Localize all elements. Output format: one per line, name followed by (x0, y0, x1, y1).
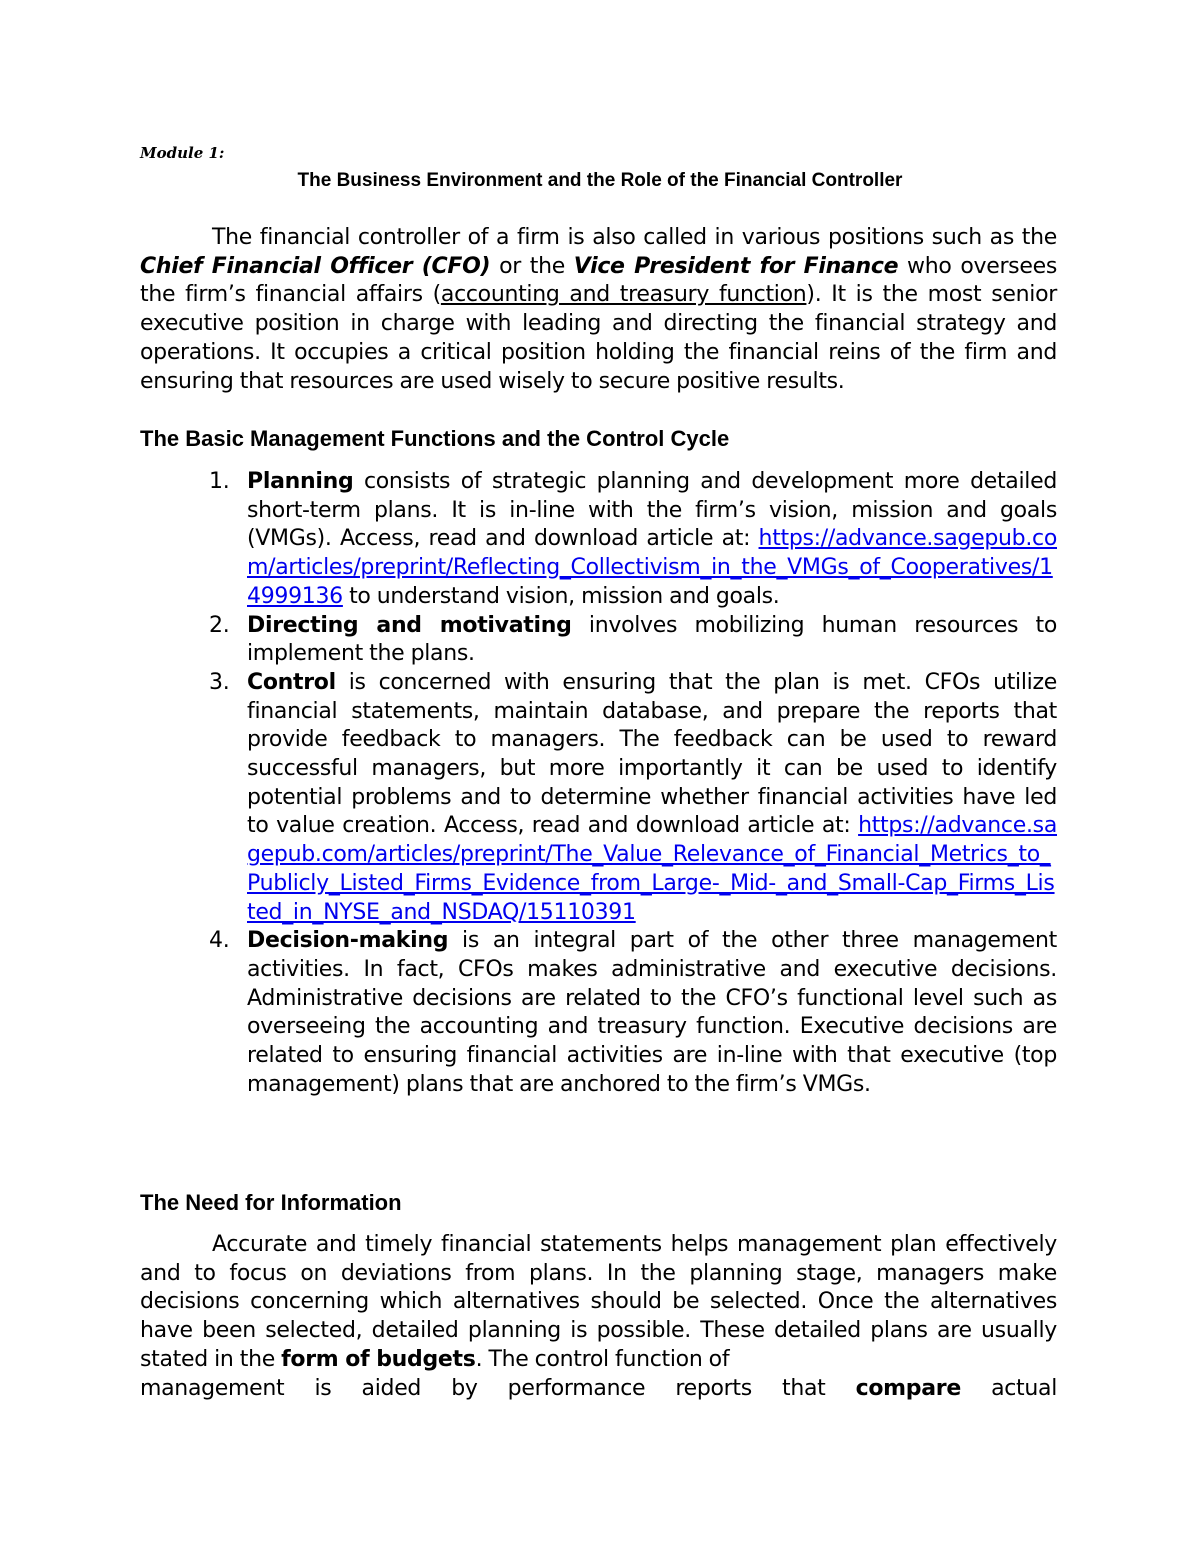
directing-text: involves mobilizing human resources to implement the plans. (247, 612, 1057, 667)
planning-text: consists of strategic planning and development more detailed short-term plans. It is in-line with the firm’s vision, mission and goals (VMGs). Access, read and download article at: (247, 469, 1057, 552)
term-directing-motivating: Directing and motivating (247, 612, 572, 638)
compare-term: compare (855, 1375, 961, 1401)
form-of-budgets-term: form of budgets (281, 1346, 476, 1372)
document-title: The Business Environment and the Role of the Financial Controller (297, 170, 903, 191)
need-last-line (140, 1375, 1057, 1404)
list-item-decision-making (209, 927, 1057, 1099)
decision-making-text: is an integral part of the other three management activities. In fact, CFOs makes administrative and executive decisions. Administrative decisions are related to the CFO’s functional level such as overseeing the accounting and treasury function. Executive decisions are related to ensuring financial activities are in-line with that executive (top management) plans that are anchored to the firm’s VMGs. (247, 928, 1057, 1097)
term-decision-making: Decision-making (247, 928, 449, 954)
term-planning: Planning (247, 469, 354, 494)
module-label: Module 1: (140, 144, 225, 162)
need-text-1: Accurate and timely financial statements helps management plan effectively and to focus on deviations from plans. In the planning stage, managers make decisions concerning which alternatives should be selected. Once the alternatives have been selected, detailed planning is possible. These detailed plans are usually stated in the (140, 1232, 1057, 1372)
need-text-3: management is aided by performance reports that (140, 1375, 826, 1401)
control-text: is concerned with ensuring that the plan is met. CFOs utilize financial statements, maintain database, and prepare the reports that provide feedback to managers. The feedback can be used to reward successful managers, but more importantly it can be used to identify potential problems and to determine whether financial activities have led to value creation. Access, read and download article at: (247, 669, 1057, 839)
list-number: 3. (209, 669, 230, 695)
need-text-2: . The control function of (475, 1346, 730, 1372)
cfo-term: Chief Financial Officer (CFO) (140, 253, 491, 279)
section-heading-need-for-information: The Need for Information (140, 1190, 402, 1215)
intro-text-2: or the (499, 253, 565, 279)
list-item-control (209, 669, 1057, 927)
intro-paragraph (140, 224, 1057, 396)
list-number: 2. (209, 612, 230, 638)
list-number: 1. (209, 469, 230, 494)
value-relevance-article-link[interactable]: https://advance.sagepub.com/articles/preprint/The_Value_Relevance_of_Financial_Metrics_to_Publicly_Listed_Firms_Evidence_from_Large-_Mid-_and_Small-Cap_Firms_Listed_in_NYSE_and_NSDAQ/15110391 (247, 813, 1057, 925)
section-heading-management-functions: The Basic Management Functions and the Control Cycle (140, 426, 730, 451)
term-control: Control (247, 669, 336, 695)
list-item-directing (209, 612, 1057, 669)
accounting-treasury-underlined: accounting and treasury function (440, 282, 807, 308)
need-text-4: actual (991, 1375, 1058, 1401)
list-item-planning (209, 468, 1057, 612)
intro-text-1: The financial controller of a firm is also called in various positions such as the (212, 225, 1057, 250)
planning-after-text: to understand vision, mission and goals. (349, 583, 780, 609)
need-for-information-paragraph (140, 1231, 1057, 1403)
management-functions-list (209, 468, 1057, 1099)
vmgs-article-link[interactable]: https://advance.sagepub.com/articles/preprint/Reflecting_Collectivism_in_the_VMGs_of_Cooperatives/14999136 (247, 526, 1057, 609)
intro-text-3: who oversees the firm’s financial affairs ( (140, 253, 1057, 308)
list-number: 4. (209, 928, 230, 954)
vp-finance-term: Vice President for Finance (573, 253, 899, 279)
intro-text-4: ). It is the most senior executive position in charge with leading and directing the financial strategy and operations. It occupies a critical position holding the financial reins of the firm and ensuring that resources are used wisely to secure positive results. (140, 282, 1057, 394)
